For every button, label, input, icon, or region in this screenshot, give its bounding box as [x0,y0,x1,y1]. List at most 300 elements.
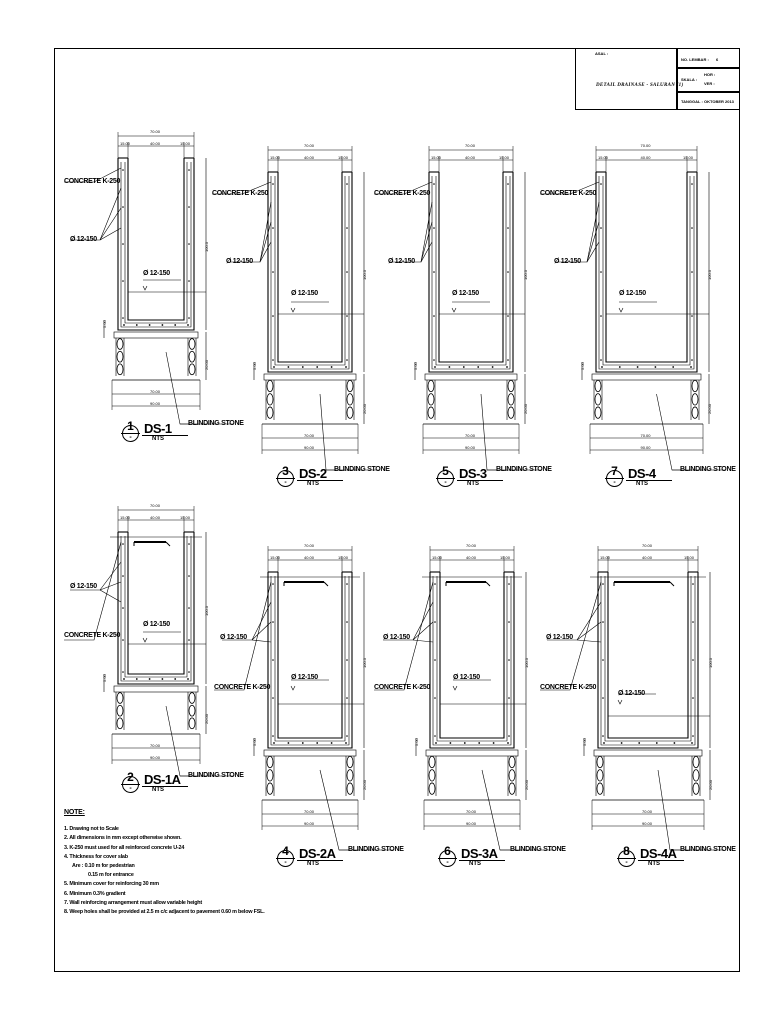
rebar-dot [123,324,125,326]
rebar-dot [691,315,693,317]
rebar-dot [433,227,435,229]
rebar-dot [692,697,694,699]
rebar-dot [188,206,190,208]
cover-slab-end [166,542,170,546]
channel-inner [278,572,342,738]
rebar-dot [346,735,348,737]
stone-mark [117,364,123,375]
leader-tick [143,286,147,290]
tanggal-label: TANGGAL : OKTOBER 2013 [681,99,734,104]
inner-rebar-label: Ø 12-150 [291,290,318,297]
dim-blinding-height: 20.00 [204,713,209,724]
rebar-dot [477,366,479,368]
dim-wall-right: 15.00 [500,555,511,560]
blinding-stone-label: BLINDING STONE [188,772,244,779]
dim-wall-right: 15.00 [180,515,191,520]
concrete-label: CONCRETE K-250 [64,632,121,639]
rebar-dot [600,359,602,361]
rebar-dot [122,169,124,171]
rebar-dot [188,607,190,609]
rebar-dot [188,575,190,577]
rebar-dot [493,742,495,744]
stone-mark [509,756,515,767]
rebar-label: Ø 12-150 [383,634,410,641]
dim-bottom-outer: 90.00 [466,821,477,826]
stone-mark [267,783,273,794]
section-scale-nts: NTS [636,481,648,487]
rebar-dot [346,583,348,585]
dim-bottom-inner: 70.00 [642,809,653,814]
rebar-dot [478,742,480,744]
rebar-dot [655,366,657,368]
rebar-dot [692,583,694,585]
channel-outline [429,172,513,372]
blinding-layer [264,750,356,756]
dim-base-thickness: 5.00 [414,738,419,746]
dim-inner-width: 40.00 [465,155,476,160]
rebar-dot [346,227,348,229]
rebar-dot [692,621,694,623]
rebar-dot [288,366,290,368]
dim-bottom-inner: 70.00 [150,743,161,748]
leader-blinding [657,394,683,470]
rebar-dot [602,735,604,737]
rebar-dot [433,183,435,185]
rebar-label: Ø 12-150 [554,258,581,265]
rebar-dot [136,324,138,326]
rebar-dot [316,742,318,744]
stone-mark [267,394,273,405]
leader-tick [618,700,622,704]
rebar-dot [162,678,164,680]
skala-label: SKALA : [681,77,698,82]
section-title-underline [459,860,505,861]
section-number: 6 [444,844,451,858]
stone-mark [189,693,195,704]
rebar-dot [346,271,348,273]
rebar-dot [492,366,494,368]
channel-inner [608,572,688,738]
blinding-stone-label: BLINDING STONE [496,466,552,473]
section-title: DS-2 [299,466,327,481]
rebar-dot [508,583,510,585]
stone-mark [597,783,603,794]
leader-blinding [166,706,190,776]
section-number: 2 [127,770,134,784]
rebar-dot [507,742,509,744]
rebar-dot [600,315,602,317]
rebar-dot [331,742,333,744]
stone-mark [693,756,699,767]
rebar-label: Ø 12-150 [70,583,97,590]
rebar-dot [122,671,124,673]
rebar-dot [122,543,124,545]
dim-total-width: 70.00 [304,143,315,148]
cover-slab-end [670,582,674,586]
section-scale-dash: - [446,859,449,866]
dim-base-thickness: 5.00 [580,362,585,370]
note-item: 7. Wall reinforcing arrangement must allow variable height [64,899,202,906]
rebar-label: Ø 12-150 [226,258,253,265]
rebar-dot [346,183,348,185]
dim-base-thickness: 5.00 [102,320,107,328]
section-scale-nts: NTS [469,861,481,867]
section-number: 4 [282,844,289,858]
dim-total-width: 70.00 [465,143,476,148]
rebar-dot [174,324,176,326]
dim-inner-width: 40.00 [150,141,161,146]
blinding-layer [426,750,518,756]
concrete-label: CONCRETE K-250 [374,190,431,197]
notes-block [64,808,265,917]
rebar-label: Ø 12-150 [388,258,415,265]
stone-mark [509,783,515,794]
blinding-layer [592,374,701,380]
dim-wall-left: 15.00 [120,141,131,146]
no-lembar-label: NO. LEMBAR : [681,57,709,62]
channel-inner [128,532,184,674]
rebar-dot [691,271,693,273]
rebar-dot [331,366,333,368]
rebar-dot [346,315,348,317]
stone-mark [189,351,195,362]
rebar-dot [273,366,275,368]
inner-rebar-label: Ø 12-150 [618,690,645,697]
dim-wall-left: 15.00 [270,155,281,160]
rebar-dot [149,324,151,326]
rebar-dot [188,280,190,282]
rebar-dot [691,183,693,185]
section-title: DS-1A [144,772,181,787]
rebar-dot [450,742,452,744]
rebar-dot [621,742,623,744]
rebar-dot [600,227,602,229]
blinding-layer [114,686,198,692]
dim-blinding-height: 20.00 [362,403,367,414]
dim-height: 100.0 [708,657,713,668]
rebar-dot [508,621,510,623]
rebar-dot [316,366,318,368]
dim-inner-width: 40.00 [466,555,477,560]
section-scale-dash: - [625,859,628,866]
rebar-outer [271,576,349,745]
cover-slab-end [486,582,490,586]
inner-rebar-label: Ø 12-150 [619,290,646,297]
rebar-dot [435,742,437,744]
rebar-outer [271,176,349,369]
stone-mark [267,407,273,418]
channel-inner [606,172,687,362]
stone-mark [595,380,601,391]
channel-inner [278,172,342,362]
section-number: 1 [127,419,134,433]
inner-rebar-label: Ø 12-150 [452,290,479,297]
rebar-dot [122,206,124,208]
rebar-dot [272,621,274,623]
rebar-dot [508,697,510,699]
rebar-dot [188,543,190,545]
concrete-label: CONCRETE K-250 [212,190,269,197]
rebar-dot [463,366,465,368]
rebar-dot [346,697,348,699]
rebar-label: Ø 12-150 [220,634,247,641]
rebar-dot [449,366,451,368]
stone-mark [347,783,353,794]
dim-base-thickness: 5.00 [252,362,257,370]
stone-mark [267,756,273,767]
dim-wall-right: 15.00 [180,141,191,146]
leader-tick [619,308,623,312]
blinding-stone-label: BLINDING STONE [348,846,404,853]
note-item: 4. Thickness for cover slab [64,853,128,860]
rebar-dot [433,359,435,361]
stone-mark [597,756,603,767]
channel-inner [128,158,184,320]
concrete-label: CONCRETE K-250 [540,684,597,691]
dim-height: 100.0 [707,269,712,280]
rebar-dot [637,366,639,368]
stone-mark [429,783,435,794]
rebar-dot [162,324,164,326]
section-scale-dash: - [613,479,616,486]
rebar-dot [122,280,124,282]
rebar-dot [187,324,189,326]
note-item: 2. All dimensions in mm except otherwise shown. [64,835,182,842]
rebar-inner [437,576,507,741]
concrete-label: CONCRETE K-250 [64,178,121,185]
rebar-label: Ø 12-150 [70,236,97,243]
inner-rebar-label: Ø 12-150 [143,270,170,277]
stone-mark [347,756,353,767]
section-number: 8 [623,844,630,858]
rebar-dot [174,678,176,680]
dim-bottom-outer: 90.00 [304,445,315,450]
channel-outline [268,172,352,372]
rebar-dot [507,271,509,273]
rebar-dot [602,697,604,699]
rebar-dot [272,697,274,699]
stone-mark [428,394,434,405]
rebar-dot [346,621,348,623]
rebar-dot [506,366,508,368]
rebar-outer [599,176,694,369]
stone-mark [347,407,353,418]
note-item: 1. Drawing not to Scale [64,826,119,833]
rebar-dot [691,742,693,744]
dim-height: 100.0 [204,241,209,252]
stone-mark [692,380,698,391]
rebar-inner [275,576,345,741]
dim-wall-left: 15.00 [431,155,442,160]
section-title: DS-3A [461,846,498,861]
inner-rebar-label: Ø 12-150 [291,674,318,681]
dim-bottom-inner: 70.00 [640,433,651,438]
skala-ver: VER : [704,81,715,86]
rebar-dot [690,366,692,368]
note-item: 5. Minimum cover for reinforcing 30 mm [64,881,159,888]
stone-mark [267,770,273,781]
dim-total-width: 70.00 [642,543,653,548]
section-scale-nts: NTS [648,861,660,867]
note-item: 8. Weep holes shall be provided at 2.5 m c/c adjacent to pavement 0.60 m below FSL. [64,909,265,916]
section-scale-dash: - [284,479,287,486]
leader-blinding [320,394,336,470]
dim-total-width: 70.00 [466,543,477,548]
concrete-label: CONCRETE K-250 [214,684,271,691]
rebar-dot [272,659,274,661]
section-scale-dash: - [129,434,132,441]
stone-mark [595,407,601,418]
section-title-underline [142,435,188,436]
leader-tick [453,686,457,690]
section-title: DS-4 [628,466,656,481]
rebar-dot [188,169,190,171]
rebar-dot [272,271,274,273]
dim-bottom-inner: 70.00 [466,809,477,814]
dim-inner-width: 40.00 [150,515,161,520]
stone-mark [189,705,195,716]
rebar-dot [692,735,694,737]
dim-wall-left: 15.00 [120,515,131,520]
note-item: 3. K-250 must used for all reinforced concrete U-24 [64,844,185,851]
stone-mark [117,718,123,729]
section-title: DS-4A [640,846,677,861]
rebar-dot [434,583,436,585]
rebar-dot [346,659,348,661]
rebar-dot [603,742,605,744]
rebar-dot [507,315,509,317]
leader-concrete [64,542,121,640]
dim-total-width: 70.00 [150,503,161,508]
section-scale-dash: - [284,859,287,866]
rebar-dot [433,271,435,273]
dim-blinding-height: 20.00 [524,779,529,790]
dim-bottom-inner: 70.00 [465,433,476,438]
stone-mark [597,770,603,781]
section-number: 5 [442,464,449,478]
leader-blinding [481,394,497,470]
blinding-stone-label: BLINDING STONE [510,846,566,853]
dim-bottom-inner: 70.00 [304,809,315,814]
stone-mark [508,407,514,418]
stone-mark [347,380,353,391]
rebar-dot [188,671,190,673]
channel-outline [596,172,697,372]
leader-tick [452,308,456,312]
stone-mark [189,339,195,350]
stone-mark [117,705,123,716]
dim-height: 100.0 [204,605,209,616]
section-scale-nts: NTS [152,436,164,442]
rebar-dot [302,366,304,368]
rebar-outer [432,176,510,369]
stone-mark [267,380,273,391]
section-number: 7 [611,464,618,478]
note-item: Are : 0.10 m for pedestrian [72,863,135,870]
leader-blinding [658,770,680,850]
dim-bottom-outer: 90.00 [150,401,161,406]
rebar-dot [122,243,124,245]
dim-height: 100.0 [362,269,367,280]
channel-outline [598,572,698,748]
rebar-inner [275,176,345,365]
rebar-dot [122,639,124,641]
rebar-dot [656,742,658,744]
dim-height: 100.0 [523,269,528,280]
rebar-dot [122,317,124,319]
dim-blinding-height: 20.00 [362,779,367,790]
rebar-dot [149,678,151,680]
rebar-dot [272,735,274,737]
section-number: 3 [282,464,289,478]
dim-inner-width: 40.00 [642,555,653,560]
rebar-dot [288,742,290,744]
section-scale-dash: - [444,479,447,486]
concrete-label: CONCRETE K-250 [374,684,431,691]
rebar-inner [125,536,187,677]
dim-blinding-height: 20.00 [204,359,209,370]
rebar-dot [672,366,674,368]
leader-rebar [421,222,432,262]
channel-outline [268,572,352,748]
rebar-label: Ø 12-150 [546,634,573,641]
dim-wall-right: 15.00 [683,155,694,160]
asal-label: ASAL : [595,51,609,56]
blinding-stone-label: BLINDING STONE [680,466,736,473]
dim-bottom-outer: 90.00 [465,445,476,450]
rebar-dot [187,678,189,680]
section-title-underline [142,786,188,787]
rebar-dot [692,659,694,661]
section-title-underline [457,480,503,481]
rebar-dot [273,742,275,744]
dim-wall-right: 15.00 [499,155,510,160]
section-title-underline [638,860,684,861]
blinding-layer [264,374,356,380]
rebar-outer [601,576,695,745]
dim-wall-left: 15.00 [598,155,609,160]
stone-mark [428,380,434,391]
section-scale-nts: NTS [307,861,319,867]
dim-bottom-inner: 70.00 [304,433,315,438]
leader-tick [143,638,147,642]
drawing-title: DETAIL DRAINASE - SALURAN (1) [596,83,684,88]
leader-tick [291,308,295,312]
rebar-dot [188,243,190,245]
rebar-dot [602,621,604,623]
rebar-dot [272,227,274,229]
stone-mark [693,783,699,794]
dim-height: 100.0 [362,657,367,668]
rebar-dot [434,621,436,623]
blinding-stone-label: BLINDING STONE [334,466,390,473]
rebar-dot [272,359,274,361]
dim-base-thickness: 5.00 [582,738,587,746]
dim-inner-width: 40.00 [304,155,315,160]
dim-wall-right: 15.00 [338,555,349,560]
concrete-label: CONCRETE K-250 [540,190,597,197]
stone-mark [189,718,195,729]
rebar-dot [302,742,304,744]
section-title-underline [297,480,343,481]
stone-mark [347,394,353,405]
rebar-dot [434,735,436,737]
no-lembar-value: 6 [716,57,719,62]
leader-tick [291,686,295,690]
dim-blinding-height: 20.00 [708,779,713,790]
rebar-dot [188,639,190,641]
leader-rebar [577,640,601,642]
